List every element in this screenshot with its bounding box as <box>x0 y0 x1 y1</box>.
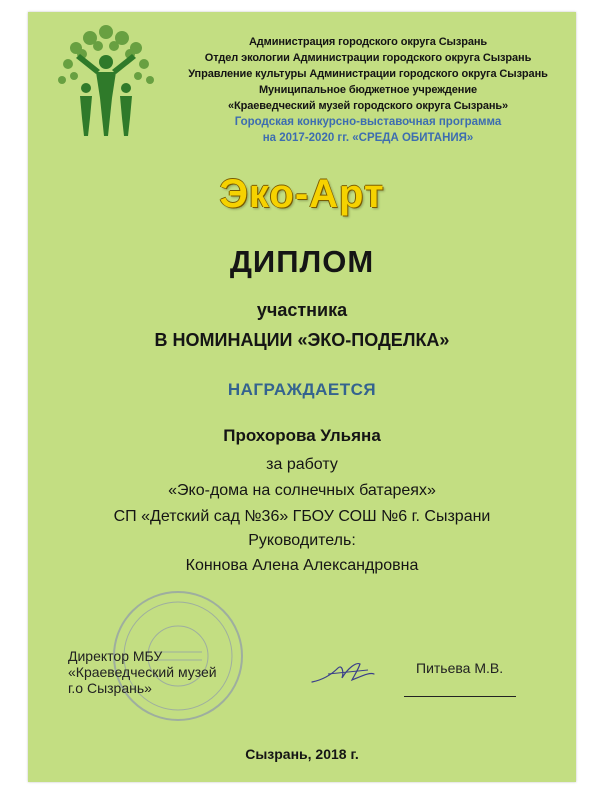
director-block <box>68 648 217 696</box>
participant-label: участника <box>256 300 348 320</box>
eco-tree-logo <box>46 18 166 138</box>
org-line: Муниципальное бюджетное учреждение <box>258 84 478 96</box>
director-org-line: г.о Сызрань» <box>68 680 152 696</box>
signature-line <box>404 696 516 697</box>
handwritten-signature <box>308 654 378 690</box>
director-org-line: «Краеведческий музей <box>68 664 217 680</box>
director-title: Директор МБУ <box>68 648 163 664</box>
program-line-1: Городская конкурсно-выставочная программа <box>234 116 502 128</box>
supervisor-name: Коннова Алена Александровна <box>185 557 419 574</box>
supervisor-label: Руководитель: <box>248 532 356 549</box>
recipient-name: Прохорова Ульяна <box>223 426 381 445</box>
diploma-sheet <box>28 12 576 782</box>
nomination-label: В НОМИНАЦИИ «ЭКО-ПОДЕЛКА» <box>154 330 450 350</box>
org-line: Управление культуры Администрации городского округа Сызрань <box>188 68 548 80</box>
signer-name: Питьева М.В. <box>416 660 504 676</box>
diploma-heading: ДИПЛОМ <box>229 244 375 279</box>
work-title: «Эко-дома на солнечных батареях» <box>168 482 436 499</box>
org-line: Администрация городского округа Сызрань <box>248 36 488 48</box>
organization-block <box>178 34 558 146</box>
org-line: Отдел экологии Администрации городского округа Сызрань <box>204 52 532 64</box>
awarded-label: НАГРАЖДАЕТСЯ <box>227 380 377 399</box>
org-line: «Краеведческий музей городского округа Сызрань» <box>227 100 509 112</box>
institution: СП «Детский сад №36» ГБОУ СОШ №6 г. Сызрани <box>113 508 491 525</box>
place-date: Сызрань, 2018 г. <box>245 746 359 762</box>
program-line-2: на 2017-2020 гг. «СРЕДА ОБИТАНИЯ» <box>262 132 474 144</box>
for-work-label: за работу <box>266 456 338 473</box>
event-title: Эко-Арт <box>219 172 385 216</box>
